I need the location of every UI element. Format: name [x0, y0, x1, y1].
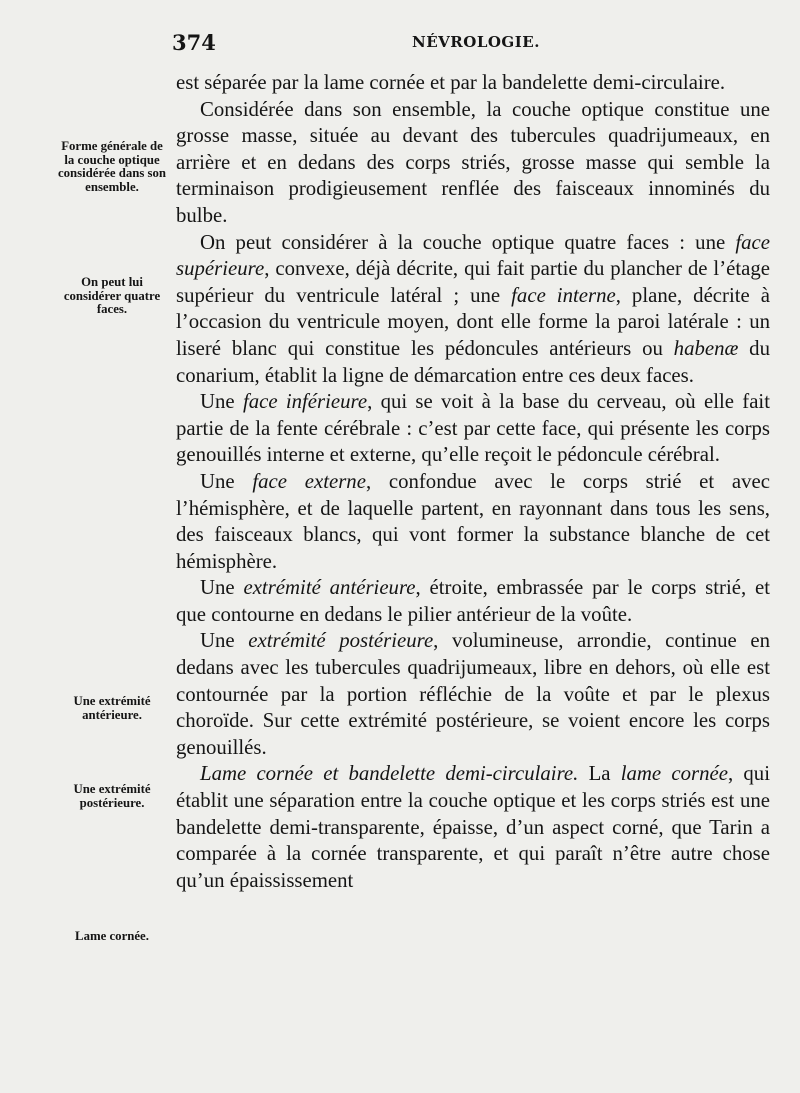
margin-note-lame-cornee: Lame cornée. [75, 929, 149, 943]
paragraph [176, 230, 770, 390]
text-run: du conarium, établit la ligne de démarcation entre ces deux faces. [176, 336, 770, 387]
text-run: Une [200, 469, 253, 493]
italic-heading: Lame cornée et bandelette demi-circulaire. [200, 762, 579, 786]
paragraph: est séparée par la lame cornée et par la bandelette demi-circulaire. [176, 71, 726, 94]
italic-term: habenæ [673, 336, 739, 360]
margin-note-extremite-anterieure: Une extrémité antérieure. [73, 694, 151, 722]
text-run: On peut considérer à la couche optique quatre faces : une [200, 230, 736, 254]
text-run: , qui établit une séparation entre la couche optique et les corps striés est une bandelette demi-transparente, épaisse, d’un aspect corné, que Tarin a comparée à la cornée transparente, et qui paraît n’être autre chose qu’un épaississement [176, 762, 770, 892]
text-run: , étroite, embrassée par le corps strié, et que contourne en dedans le pilier antérieur de la voûte. [176, 576, 770, 626]
text-run: Une [200, 629, 249, 653]
italic-term: extrémité postérieure [248, 629, 434, 653]
paragraph [176, 389, 770, 469]
text-run: , plane, décrite à l’occasion du ventricule moyen, dont elle forme la paroi latérale : un liseré blanc qui constitue les pédoncules antérieurs ou [176, 283, 770, 360]
page-number: 374 [172, 30, 216, 55]
main-text [176, 70, 770, 894]
italic-term: lame cornée [620, 762, 728, 786]
running-title: NÉVROLOGIE. [412, 33, 540, 51]
margin-note-extremite-posterieure: Une extrémité postérieure. [73, 782, 151, 810]
italic-term: face externe [252, 469, 366, 493]
paragraph [176, 575, 770, 628]
paragraph: Considérée dans son ensemble, la couche optique constitue une grosse masse, située au devant des tubercules quadrijumeaux, en arrière et en dedans des corps striés, grosse masse qui semble la terminaison prodigieusement renflée des faisceaux innominés du bulbe. [176, 97, 770, 227]
italic-term: extrémité antérieure [243, 576, 416, 600]
text-run: , qui se voit à la base du cerveau, où elle fait partie de la fente cérébrale : c’est par cette face, qui présente les corps genouillés interne et externe, qu’elle reçoit le pédoncule cérébral. [176, 390, 770, 467]
text-run: , volumineuse, arrondie, continue en dedans avec les tubercules quadrijumeaux, libre en dehors, où elle est contournée par la portion réfléchie de la voûte et par le plexus choroïde. Sur cette extrémité postérieure, se voient encore les corps genouillés. [176, 629, 770, 759]
paragraph [176, 628, 770, 761]
text-run: Une [200, 390, 243, 414]
margin-note-forme: Forme générale de la couche optique considérée dans son ensemble. [57, 139, 167, 194]
text-run: Une [200, 576, 244, 600]
margin-note-faces: On peut lui considérer quatre faces. [63, 275, 161, 316]
text-run: , confondue avec le corps strié et avec l’hémisphère, et de laquelle partent, en rayonnant dans tous les sens, des faisceaux blancs, qui vont former la substance blanche de cet hémisphère. [176, 469, 771, 573]
italic-term: face inférieure [242, 390, 368, 414]
paragraph [176, 469, 770, 575]
text-run: , convexe, déjà décrite, qui fait partie du plancher de l’étage supérieur du ventricule latéral ; une [176, 257, 770, 307]
text-run: La [578, 762, 621, 786]
italic-term: face supérieure [176, 230, 770, 281]
paragraph [176, 761, 770, 894]
italic-term: face interne [511, 283, 616, 307]
page-header [170, 30, 770, 56]
